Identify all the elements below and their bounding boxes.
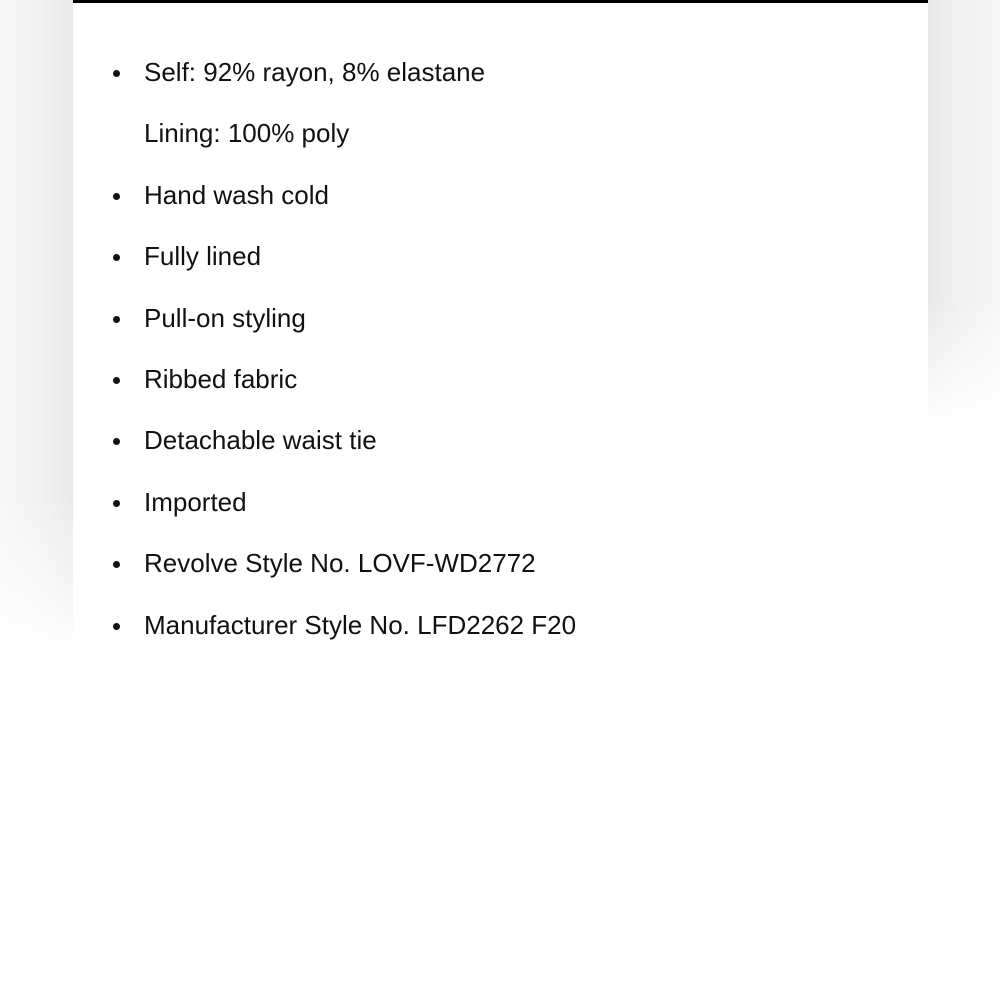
list-item: [73, 533, 928, 594]
list-item: [73, 595, 928, 656]
bullet-dot-icon: [113, 316, 120, 323]
bullet-dot-icon: [113, 377, 120, 384]
list-item: [73, 349, 928, 410]
detail-text: Self: 92% rayon, 8% elastane: [144, 57, 486, 87]
detail-text: Manufacturer Style No. LFD2262 F20: [144, 609, 577, 640]
left-shadow-backdrop: [0, 0, 73, 660]
bullet-dot-icon: [113, 500, 120, 507]
product-details-panel: [73, 0, 928, 1000]
list-item: [73, 288, 928, 349]
bullet-dot-icon: [113, 438, 120, 445]
list-item: [73, 226, 928, 287]
detail-text: Pull-on styling: [144, 302, 306, 333]
detail-text: Revolve Style No. LOVF-WD2772: [144, 548, 536, 579]
bullet-dot-icon: [113, 193, 120, 200]
detail-text: Detachable waist tie: [144, 425, 377, 456]
list-item: [73, 410, 928, 471]
detail-text: Ribbed fabric: [144, 363, 298, 394]
detail-text: Lining: 100% poly: [144, 118, 350, 149]
product-details-list: [73, 42, 928, 656]
bullet-dot-icon: [113, 561, 120, 568]
detail-text: Hand wash cold: [144, 179, 329, 210]
bullet-dot-icon: [113, 254, 120, 261]
detail-text: Imported: [144, 486, 247, 517]
list-item: [73, 42, 928, 103]
bullet-dot-icon: [113, 70, 120, 77]
list-item: [73, 165, 928, 226]
list-item: [73, 103, 928, 164]
bullet-dot-icon: [113, 623, 120, 630]
list-item: [73, 472, 928, 533]
right-shadow-backdrop: [928, 0, 1000, 660]
top-divider: [73, 0, 928, 3]
detail-text: Fully lined: [144, 241, 262, 272]
